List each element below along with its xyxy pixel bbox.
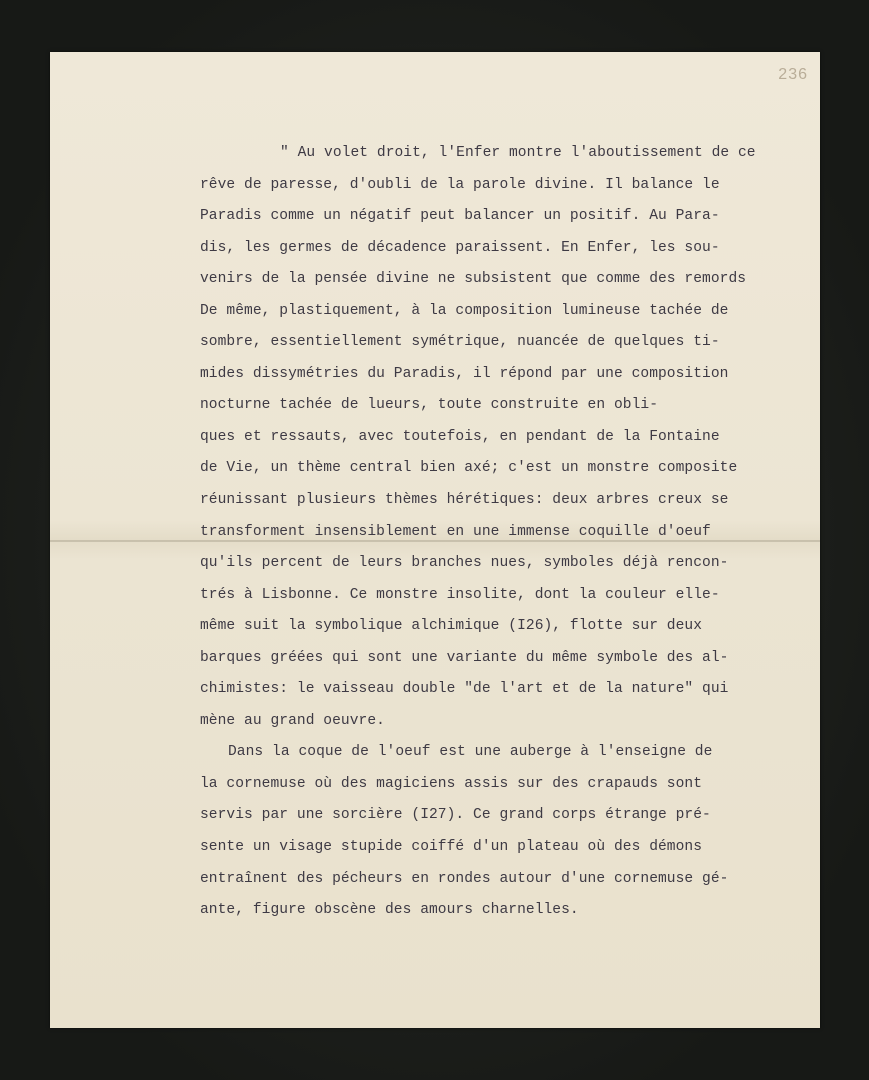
text-line: " Au volet droit, l'Enfer montre l'aboutissement de ce <box>280 145 756 161</box>
text-line: sombre, essentiellement symétrique, nuancée de quelques ti- <box>200 334 720 351</box>
text-line: servis par une sorcière (I27). Ce grand corps étrange pré- <box>200 807 711 824</box>
text-line: même suit la symbolique alchimique (I26), flotte sur deux <box>200 618 703 635</box>
paragraph-2 <box>200 737 760 926</box>
text-line: venirs de la pensée divine ne subsistent que comme des remords <box>200 271 747 288</box>
text-line: Paradis comme un négatif peut balancer un positif. Au Para- <box>200 208 720 225</box>
text-line: ante, figure obscène des amours charnelles. <box>200 902 579 919</box>
text-line: Dans la coque de l'oeuf est une auberge à l'enseigne de <box>228 744 713 761</box>
page-number: 236 <box>778 66 808 83</box>
text-line: réunissant plusieurs thèmes hérétiques: deux arbres creux se <box>200 492 729 509</box>
text-line: mides dissymétries du Paradis, il répond par une composition <box>200 365 729 382</box>
text-line: entraînent des pécheurs en rondes autour d'une cornemuse gé- <box>200 870 729 887</box>
text-line: De même, plastiquement, à la composition lumineuse tachée de <box>200 302 729 319</box>
text-line: barques gréées qui sont une variante du même symbole des al- <box>200 649 729 666</box>
text-line: mène au grand oeuvre. <box>200 712 385 729</box>
text-line: dis, les germes de décadence paraissent. En Enfer, les sou- <box>200 239 720 256</box>
text-line: rêve de paresse, d'oubli de la parole divine. Il balance le <box>200 176 720 193</box>
text-line: la cornemuse où des magiciens assis sur des crapauds sont <box>200 775 703 792</box>
text-line: nocturne tachée de lueurs, toute construite en obli- <box>200 397 658 414</box>
paragraph-1 <box>200 138 760 737</box>
body-text <box>200 138 760 927</box>
text-line: chimistes: le vaisseau double "de l'art et de la nature" qui <box>200 681 729 698</box>
text-line: qu'ils percent de leurs branches nues, symboles déjà rencon- <box>200 555 729 572</box>
text-line: ques et ressauts, avec toutefois, en pendant de la Fontaine <box>200 428 720 445</box>
text-line: transforment insensiblement en une immense coquille d'oeuf <box>200 523 711 540</box>
text-line: de Vie, un thème central bien axé; c'est un monstre composite <box>200 460 738 477</box>
text-line: trés à Lisbonne. Ce monstre insolite, dont la couleur elle- <box>200 586 720 603</box>
text-line: sente un visage stupide coiffé d'un plateau où des démons <box>200 839 703 856</box>
